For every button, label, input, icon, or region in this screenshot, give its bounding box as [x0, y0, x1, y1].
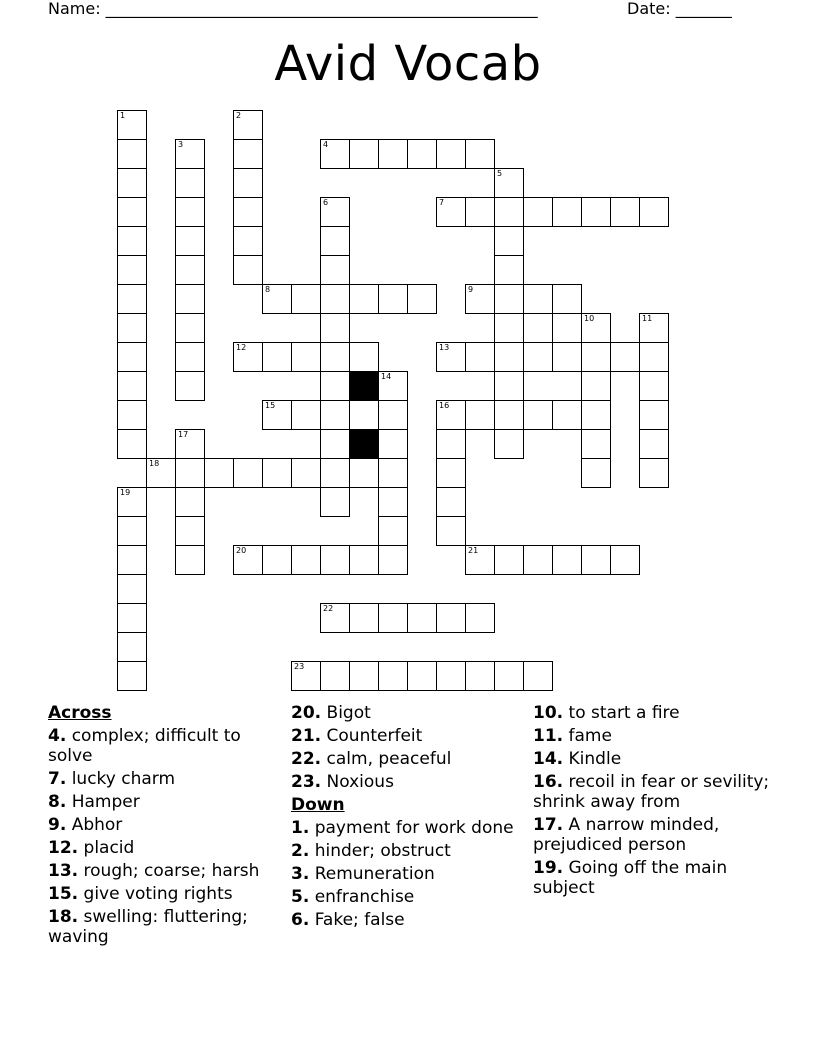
clue-number-label: 13	[439, 343, 450, 352]
crossword-cell[interactable]	[465, 400, 495, 430]
clue-number-label: 23	[294, 662, 305, 671]
crossword-cell[interactable]	[320, 342, 350, 372]
crossword-cell[interactable]	[320, 139, 350, 169]
clue-text: Abhor	[71, 815, 123, 835]
clue-text: Hamper	[71, 792, 140, 812]
clue-number-label: 5	[497, 169, 503, 178]
crossword-cell[interactable]	[117, 574, 147, 604]
clue-number-label: 10	[584, 314, 595, 323]
clue	[291, 818, 523, 838]
crossword-cell[interactable]	[320, 371, 350, 401]
crossword-cell[interactable]	[552, 313, 582, 343]
crossword-cell[interactable]	[436, 603, 466, 633]
clue-number-label: 16	[439, 401, 450, 410]
crossword-cell[interactable]	[117, 139, 147, 169]
crossword-cell[interactable]	[320, 458, 350, 488]
crossword-cell[interactable]	[233, 168, 263, 198]
crossword-cell[interactable]	[494, 284, 524, 314]
crossword-cell[interactable]	[349, 661, 379, 691]
crossword-cell[interactable]	[233, 226, 263, 256]
clue	[48, 861, 280, 881]
clue	[533, 749, 778, 769]
crossword-cell[interactable]	[175, 139, 205, 169]
crossword-cell[interactable]	[291, 661, 321, 691]
crossword-cell[interactable]	[494, 197, 524, 227]
clue-number-label: 19	[120, 488, 131, 497]
black-square	[349, 371, 379, 401]
crossword-cell[interactable]	[175, 168, 205, 198]
crossword-cell[interactable]	[523, 197, 553, 227]
clue	[291, 703, 523, 723]
clue-text: rough; coarse; harsh	[83, 861, 260, 881]
crossword-cell[interactable]	[523, 545, 553, 575]
crossword-cell[interactable]	[175, 197, 205, 227]
clue-text: recoil in fear or sevility; shrink away from	[533, 772, 770, 812]
clue	[291, 749, 523, 769]
crossword-cell[interactable]	[552, 342, 582, 372]
clue	[48, 792, 280, 812]
crossword-cell[interactable]	[639, 371, 669, 401]
crossword-cell[interactable]	[436, 429, 466, 459]
crossword-cell[interactable]	[117, 661, 147, 691]
crossword-cell[interactable]	[523, 342, 553, 372]
crossword-cell[interactable]	[117, 632, 147, 662]
clue-number: 8.	[48, 792, 67, 812]
crossword-cell[interactable]	[639, 400, 669, 430]
clue-text: complex; difficult to solve	[48, 726, 241, 766]
crossword-cell[interactable]	[349, 400, 379, 430]
crossword-cell[interactable]	[610, 545, 640, 575]
crossword-cell[interactable]	[407, 284, 437, 314]
clue	[291, 772, 523, 792]
crossword-cell[interactable]	[523, 400, 553, 430]
crossword-cell[interactable]	[494, 429, 524, 459]
clue-number: 17.	[533, 815, 564, 835]
crossword-cell[interactable]	[320, 313, 350, 343]
clue-number-label: 1	[120, 111, 126, 120]
date-field: Date: _______	[627, 0, 732, 18]
crossword-cell[interactable]	[436, 661, 466, 691]
clue-number: 5.	[291, 887, 310, 907]
clue-number-label: 8	[265, 285, 271, 294]
crossword-cell[interactable]	[320, 487, 350, 517]
crossword-cell[interactable]	[639, 197, 669, 227]
crossword-cell[interactable]	[494, 168, 524, 198]
clue-number-label: 6	[323, 198, 329, 207]
crossword-cell[interactable]	[552, 197, 582, 227]
clue-number-label: 15	[265, 401, 276, 410]
clues-column-2	[291, 703, 523, 933]
clue-text: Remuneration	[314, 864, 435, 884]
clue-number: 13.	[48, 861, 79, 881]
crossword-cell[interactable]	[552, 284, 582, 314]
crossword-cell[interactable]	[146, 458, 176, 488]
clue-number-label: 17	[178, 430, 189, 439]
name-field: Name: ______________________________________________________	[48, 0, 538, 18]
crossword-cell[interactable]	[494, 371, 524, 401]
clue-number: 10.	[533, 703, 564, 723]
clue-text: A narrow minded, prejudiced person	[533, 815, 720, 855]
crossword-cell[interactable]	[233, 139, 263, 169]
crossword-cell[interactable]	[117, 313, 147, 343]
crossword-cell[interactable]	[494, 400, 524, 430]
crossword-cell[interactable]	[552, 545, 582, 575]
crossword-cell[interactable]	[262, 400, 292, 430]
clue-text: hinder; obstruct	[314, 841, 451, 861]
crossword-cell[interactable]	[523, 313, 553, 343]
clue-number: 14.	[533, 749, 564, 769]
crossword-cell[interactable]	[175, 371, 205, 401]
clue-text: give voting rights	[83, 884, 233, 904]
crossword-cell[interactable]	[378, 284, 408, 314]
clue-text: Going off the main subject	[533, 858, 728, 898]
clue	[48, 907, 280, 947]
crossword-cell[interactable]	[117, 545, 147, 575]
clue	[48, 769, 280, 789]
crossword-cell[interactable]	[581, 429, 611, 459]
crossword-cell[interactable]	[465, 139, 495, 169]
crossword-cell[interactable]	[117, 371, 147, 401]
clue	[291, 841, 523, 861]
crossword-cell[interactable]	[378, 139, 408, 169]
crossword-cell[interactable]	[378, 400, 408, 430]
crossword-cell[interactable]	[320, 545, 350, 575]
crossword-cell[interactable]	[320, 255, 350, 285]
crossword-cell[interactable]	[349, 342, 379, 372]
clue-number-label: 14	[381, 372, 392, 381]
crossword-cell[interactable]	[378, 661, 408, 691]
clue	[48, 726, 280, 766]
clue-number: 12.	[48, 838, 79, 858]
clue-text: calm, peaceful	[326, 749, 452, 769]
crossword-cell[interactable]	[639, 429, 669, 459]
clue-number: 9.	[48, 815, 67, 835]
crossword-cell[interactable]	[610, 197, 640, 227]
crossword-cell[interactable]	[117, 342, 147, 372]
crossword-cell[interactable]	[320, 400, 350, 430]
crossword-cell[interactable]	[494, 661, 524, 691]
crossword-cell[interactable]	[465, 284, 495, 314]
crossword-cell[interactable]	[523, 284, 553, 314]
crossword-cell[interactable]	[465, 342, 495, 372]
crossword-cell[interactable]	[233, 458, 263, 488]
crossword-cell[interactable]	[639, 313, 669, 343]
crossword-cell[interactable]	[175, 284, 205, 314]
crossword-cell[interactable]	[378, 458, 408, 488]
crossword-cell[interactable]	[233, 342, 263, 372]
crossword-cell[interactable]	[436, 197, 466, 227]
crossword-cell[interactable]	[494, 313, 524, 343]
crossword-cell[interactable]	[175, 487, 205, 517]
crossword-cell[interactable]	[117, 226, 147, 256]
crossword-cell[interactable]	[610, 342, 640, 372]
crossword-cell[interactable]	[494, 226, 524, 256]
crossword-cell[interactable]	[465, 603, 495, 633]
crossword-cell[interactable]	[233, 197, 263, 227]
black-square	[349, 429, 379, 459]
clue-number-label: 9	[468, 285, 474, 294]
clue-number: 19.	[533, 858, 564, 878]
crossword-cell[interactable]	[175, 313, 205, 343]
clue-number: 4.	[48, 726, 67, 746]
clue	[533, 726, 778, 746]
crossword-cell[interactable]	[204, 458, 234, 488]
page-title: Avid Vocab	[274, 36, 542, 92]
clue-text: Bigot	[326, 703, 371, 723]
crossword-cell[interactable]	[378, 371, 408, 401]
crossword-cell[interactable]	[262, 284, 292, 314]
crossword-cell[interactable]	[436, 516, 466, 546]
crossword-cell[interactable]	[378, 516, 408, 546]
down-heading: Down	[291, 795, 345, 815]
crossword-cell[interactable]	[407, 661, 437, 691]
crossword-cell[interactable]	[349, 603, 379, 633]
crossword-cell[interactable]	[523, 661, 553, 691]
clue-number: 1.	[291, 818, 310, 838]
crossword-cell[interactable]	[233, 545, 263, 575]
crossword-cell[interactable]	[117, 429, 147, 459]
crossword-cell[interactable]	[349, 284, 379, 314]
crossword-cell[interactable]	[436, 400, 466, 430]
clue	[48, 838, 280, 858]
crossword-cell[interactable]	[291, 545, 321, 575]
clue-number-label: 7	[439, 198, 445, 207]
clue-number: 15.	[48, 884, 79, 904]
crossword-cell[interactable]	[581, 197, 611, 227]
crossword-cell[interactable]	[233, 255, 263, 285]
crossword-cell[interactable]	[262, 545, 292, 575]
clue	[48, 815, 280, 835]
clue-text: to start a fire	[568, 703, 680, 723]
clues-column-1	[48, 703, 280, 950]
clue-number-label: 20	[236, 546, 247, 555]
clue-number: 6.	[291, 910, 310, 930]
clue-text: Kindle	[568, 749, 622, 769]
crossword-cell[interactable]	[291, 284, 321, 314]
clue-text: enfranchise	[314, 887, 415, 907]
clue-number: 22.	[291, 749, 322, 769]
crossword-cell[interactable]	[117, 197, 147, 227]
clue-number-label: 11	[642, 314, 653, 323]
clue-number-label: 2	[236, 111, 242, 120]
crossword-cell[interactable]	[465, 545, 495, 575]
clue-number: 16.	[533, 772, 564, 792]
crossword-cell[interactable]	[117, 400, 147, 430]
crossword-cell[interactable]	[581, 342, 611, 372]
crossword-cell[interactable]	[117, 168, 147, 198]
crossword-cell[interactable]	[262, 342, 292, 372]
crossword-cell[interactable]	[262, 458, 292, 488]
clue	[291, 910, 523, 930]
crossword-cell[interactable]	[320, 197, 350, 227]
crossword-cell[interactable]	[494, 545, 524, 575]
clue-text: Noxious	[326, 772, 394, 792]
clue-number: 21.	[291, 726, 322, 746]
clue-text: fame	[568, 726, 612, 746]
crossword-cell[interactable]	[117, 284, 147, 314]
clue-number: 23.	[291, 772, 322, 792]
crossword-cell[interactable]	[117, 255, 147, 285]
crossword-cell[interactable]	[378, 545, 408, 575]
clue-number-label: 4	[323, 140, 329, 149]
clue-text: lucky charm	[71, 769, 176, 789]
crossword-cell[interactable]	[320, 284, 350, 314]
clues-column-3	[533, 703, 778, 901]
crossword-cell[interactable]	[581, 545, 611, 575]
crossword-cell[interactable]	[349, 139, 379, 169]
clue	[291, 887, 523, 907]
clue-text: Fake; false	[314, 910, 405, 930]
crossword-cell[interactable]	[407, 139, 437, 169]
clue-number-label: 3	[178, 140, 184, 149]
clue-number-label: 21	[468, 546, 479, 555]
crossword-cell[interactable]	[465, 197, 495, 227]
clue	[291, 864, 523, 884]
crossword-cell[interactable]	[320, 226, 350, 256]
clue-number: 20.	[291, 703, 322, 723]
clue-number: 3.	[291, 864, 310, 884]
clue	[533, 703, 778, 723]
clue	[291, 726, 523, 746]
clue-number-label: 18	[149, 459, 160, 468]
crossword-cell[interactable]	[494, 255, 524, 285]
crossword-cell[interactable]	[175, 516, 205, 546]
clue-text: Counterfeit	[326, 726, 423, 746]
crossword-cell[interactable]	[117, 603, 147, 633]
crossword-cell[interactable]	[581, 313, 611, 343]
across-heading: Across	[48, 703, 112, 723]
crossword-cell[interactable]	[117, 487, 147, 517]
crossword-cell[interactable]	[639, 458, 669, 488]
crossword-cell[interactable]	[233, 110, 263, 140]
crossword-cell[interactable]	[320, 429, 350, 459]
crossword-cell[interactable]	[175, 342, 205, 372]
crossword-cell[interactable]	[581, 371, 611, 401]
crossword-cell[interactable]	[175, 255, 205, 285]
crossword-cell[interactable]	[320, 603, 350, 633]
crossword-cell[interactable]	[581, 458, 611, 488]
crossword-cell[interactable]	[436, 487, 466, 517]
clue-number: 18.	[48, 907, 79, 927]
crossword-cell[interactable]	[436, 342, 466, 372]
clue-number: 2.	[291, 841, 310, 861]
crossword-cell[interactable]	[378, 487, 408, 517]
clue	[533, 815, 778, 855]
crossword-cell[interactable]	[552, 400, 582, 430]
clue-text: placid	[83, 838, 135, 858]
crossword-cell[interactable]	[291, 400, 321, 430]
crossword-cell[interactable]	[291, 342, 321, 372]
crossword-cell[interactable]	[320, 661, 350, 691]
crossword-cell[interactable]	[436, 458, 466, 488]
clue	[48, 884, 280, 904]
crossword-cell[interactable]	[175, 545, 205, 575]
crossword-cell[interactable]	[494, 342, 524, 372]
crossword-cell[interactable]	[175, 226, 205, 256]
crossword-cell[interactable]	[175, 458, 205, 488]
clue-text: payment for work done	[314, 818, 514, 838]
crossword-cell[interactable]	[349, 545, 379, 575]
clue-number-label: 12	[236, 343, 247, 352]
crossword-cell[interactable]	[117, 110, 147, 140]
crossword-cell[interactable]	[349, 458, 379, 488]
clue-text: swelling: fluttering; waving	[48, 907, 248, 947]
crossword-cell[interactable]	[175, 429, 205, 459]
clue-number: 11.	[533, 726, 564, 746]
clue	[533, 772, 778, 812]
crossword-cell[interactable]	[378, 603, 408, 633]
clue-number: 7.	[48, 769, 67, 789]
crossword-cell[interactable]	[291, 458, 321, 488]
clue-number-label: 22	[323, 604, 334, 613]
crossword-cell[interactable]	[117, 516, 147, 546]
crossword-cell[interactable]	[378, 429, 408, 459]
crossword-cell[interactable]	[639, 342, 669, 372]
crossword-cell[interactable]	[407, 603, 437, 633]
crossword-cell[interactable]	[436, 139, 466, 169]
crossword-cell[interactable]	[581, 400, 611, 430]
clue	[533, 858, 778, 898]
crossword-cell[interactable]	[465, 661, 495, 691]
